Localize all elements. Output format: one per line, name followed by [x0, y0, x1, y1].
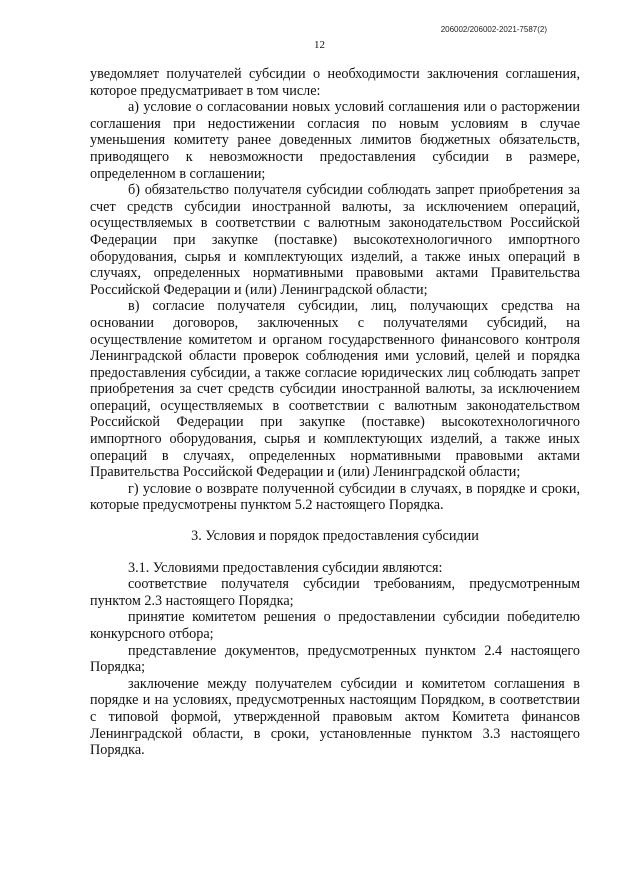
paragraph-condition-4: заключение между получателем субсидии и комитетом соглашения в порядке и на условиях, предусмотренных настоящим Порядком, в соответствии с типовой формой, утвержденной правовым актом Комитета финансов Ленинградской области, в сроки, установленные пунктом 3.3 настоящего Порядка.: [90, 675, 580, 759]
paragraph-item-g: г) условие о возврате полученной субсидии в случаях, в порядке и сроки, которые предусмотрены пунктом 5.2 настоящего Порядка.: [90, 480, 580, 514]
paragraph-item-v: в) согласие получателя субсидии, лиц, получающих средства на основании договоров, заключенных с получателями субсидий, на осуществление комитетом и органом государственного финансового контроля Ленинградской области проверок соблюдения ими условий, целей и порядка предоставления субсидии, а также согласие юридических лиц соблюдать запрет приобретения за счет средств субсидии иностранной валюты, за исключением операций, осуществляемых в соответствии с валютным законодательством Российской Федерации при закупке (поставке) высокотехнологичного импортного оборудования, сырья и комплектующих изделий, а также иных операций в случаях, определенных нормативными правовыми актами Правительства Российской Федерации и (или) Ленинградской области;: [90, 298, 580, 481]
paragraph-3-1: 3.1. Условиями предоставления субсидии являются:: [128, 559, 443, 576]
document-id: 206002/206002-2021-7587(2): [440, 25, 547, 34]
paragraph-item-b: б) обязательство получателя субсидии соблюдать запрет приобретения за счет средств субсидии иностранной валюты, за исключением операций, осуществляемых в соответствии с валютным законодательством Российской Федерации при закупке (поставке) высокотехнологичного импортного оборудования, сырья и комплектующих изделий, а также иных операций в случаях, определенных нормативными правовыми актами Правительства Российской Федерации и (или) Ленинградской области;: [90, 182, 580, 298]
paragraph-condition-1: соответствие получателя субсидии требованиям, предусмотренным пунктом 2.3 настоящего Порядка;: [90, 576, 580, 609]
paragraph-condition-2: принятие комитетом решения о предоставлении субсидии победителю конкурсного отбора;: [90, 609, 580, 642]
section-heading: 3. Условия и порядок предоставления субсидии: [191, 528, 479, 545]
paragraph-intro: уведомляет получателей субсидии о необходимости заключения соглашения, которое предусматривает в том числе:: [90, 66, 580, 99]
document-body: [90, 66, 580, 759]
paragraph-condition-3: представление документов, предусмотренных пунктом 2.4 настоящего Порядка;: [90, 642, 580, 676]
paragraph-item-a: а) условие о согласовании новых условий соглашения или о расторжении соглашения при недостижении согласия по новым условиям в случае уменьшения комитету ранее доведенных лимитов бюджетных обязательств, приводящего к невозможности предоставления субсидии в размере, определенном в соглашении;: [90, 99, 580, 182]
page-number: 12: [314, 39, 325, 51]
